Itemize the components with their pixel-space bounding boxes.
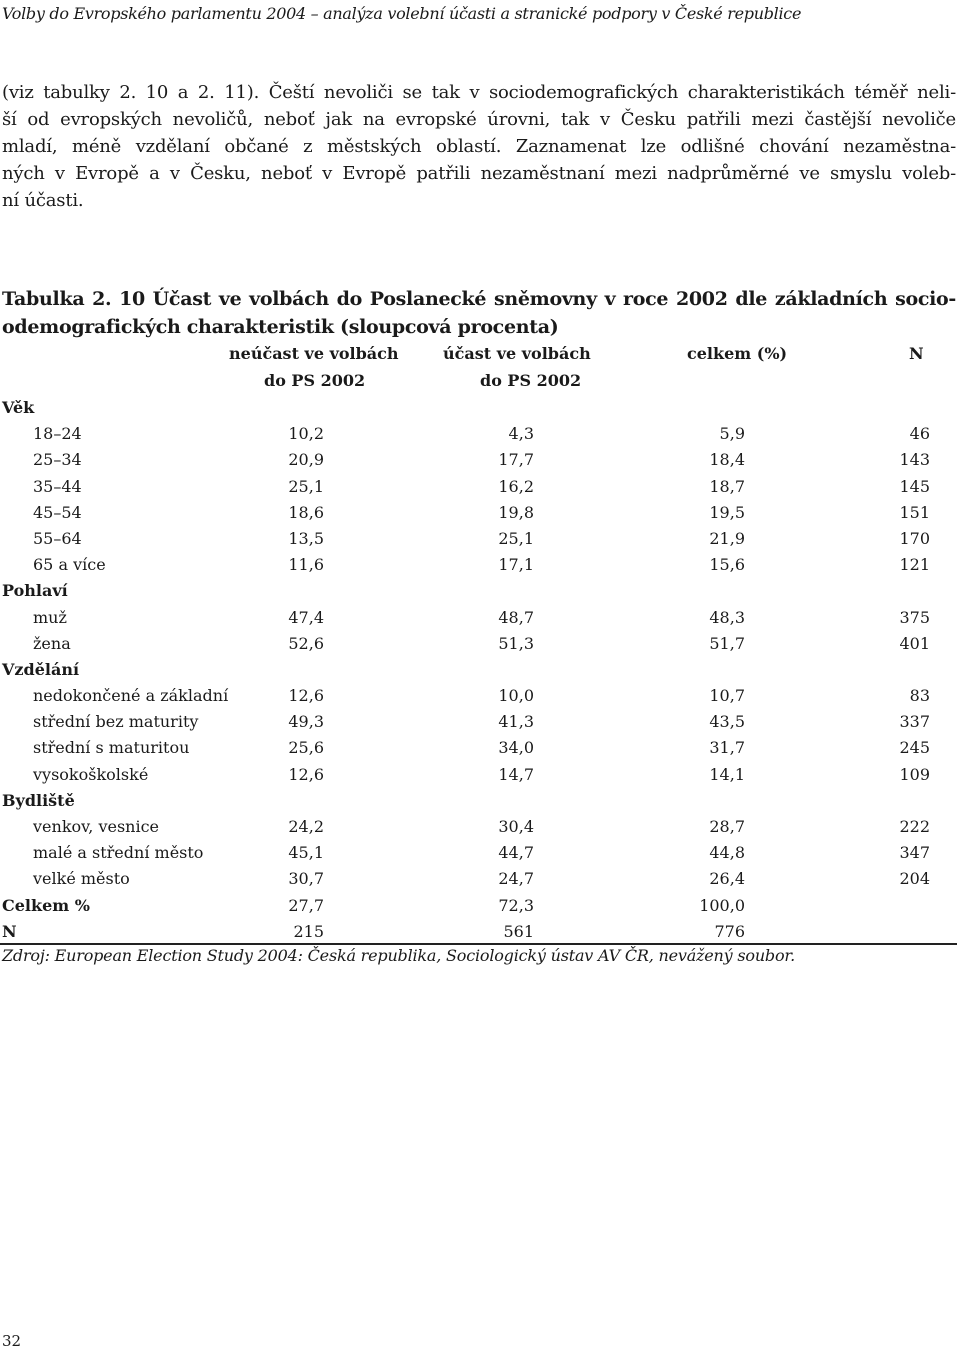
- voting-cell: 14,7: [498, 764, 534, 784]
- row-label: 35–44: [33, 476, 82, 496]
- n-cell: 109: [899, 764, 930, 784]
- nonvoting-cell: 12,6: [288, 764, 324, 784]
- row-label: venkov, vesnice: [33, 817, 160, 836]
- total-cell: 19,5: [709, 502, 745, 522]
- voting-cell: 19,8: [498, 502, 534, 522]
- voting-cell: 24,7: [498, 869, 534, 889]
- group-label: Věk: [2, 398, 35, 417]
- voting-cell: 17,1: [498, 555, 534, 575]
- voting-cell: 17,7: [498, 450, 534, 470]
- voting-cell: 30,4: [498, 817, 534, 836]
- nonvoting-cell: 12,6: [288, 686, 324, 706]
- row-label: Celkem %: [2, 895, 90, 915]
- total-cell: 18,7: [709, 476, 745, 496]
- nonvoting-cell: 10,2: [288, 424, 324, 444]
- row-label: 65 a více: [33, 555, 106, 575]
- row-label: 55–64: [33, 528, 82, 548]
- column-header-total: celkem (%): [687, 344, 788, 363]
- row-label: žena: [33, 633, 71, 653]
- voting-cell: 4,3: [508, 424, 534, 444]
- total-cell: 26,4: [709, 869, 745, 889]
- table-row: [0, 447, 960, 473]
- voting-cell: 72,3: [498, 895, 534, 915]
- table-row: [0, 866, 960, 892]
- row-label: muž: [33, 607, 67, 627]
- n-cell: 347: [899, 843, 930, 863]
- table-source-note: Zdroj: European Election Study 2004: Česká republika, Sociologický ústav AV ČR, nevážený soubor.: [2, 946, 795, 965]
- nonvoting-cell: 49,3: [288, 712, 324, 732]
- paragraph-line: ní účasti.: [2, 190, 84, 211]
- n-cell: 83: [909, 686, 930, 706]
- table-row: [0, 840, 960, 866]
- total-cell: 44,8: [709, 843, 745, 863]
- n-cell: 46: [909, 424, 930, 444]
- row-label: střední bez maturity: [33, 712, 199, 732]
- nonvoting-cell: 215: [293, 921, 324, 941]
- table-row: [0, 500, 960, 526]
- n-cell: 245: [899, 738, 930, 758]
- nonvoting-cell: 24,2: [288, 817, 324, 836]
- nonvoting-cell: 27,7: [288, 895, 324, 915]
- total-cell: 10,7: [709, 686, 745, 706]
- nonvoting-cell: 30,7: [288, 869, 324, 889]
- group-label: Pohlaví: [2, 581, 68, 601]
- total-cell: 43,5: [709, 712, 745, 732]
- running-header: Volby do Evropského parlamentu 2004 – analýza volební účasti a stranické podpory v České republice: [2, 4, 802, 23]
- total-cell: 776: [714, 921, 745, 941]
- table-group-row: [0, 395, 960, 421]
- table-row: [0, 631, 960, 657]
- body-paragraph: [2, 79, 956, 214]
- group-label: Vzdělání: [2, 659, 80, 679]
- nonvoting-cell: 20,9: [288, 450, 324, 470]
- row-label: N: [2, 921, 17, 941]
- nonvoting-cell: 25,6: [288, 738, 324, 758]
- table-header: [0, 344, 960, 398]
- table-row: [0, 552, 960, 578]
- nonvoting-cell: 18,6: [288, 502, 324, 522]
- column-header-voting: účast ve volbách: [443, 344, 591, 363]
- table-row: [0, 605, 960, 631]
- row-label: 45–54: [33, 502, 82, 522]
- row-label: malé a střední město: [33, 843, 204, 863]
- column-header-n: N: [909, 344, 924, 363]
- table-group-row: [0, 788, 960, 814]
- table-row: [0, 762, 960, 788]
- n-cell: 170: [899, 528, 930, 548]
- voting-cell: 41,3: [498, 712, 534, 732]
- paragraph-line: (viz tabulky 2. 10 a 2. 11). Čeští nevoliči se tak v sociodemografických charakteristikách téměř neli-: [2, 82, 956, 103]
- n-cell: 222: [899, 817, 930, 836]
- nonvoting-cell: 11,6: [288, 555, 324, 575]
- total-cell: 51,7: [709, 633, 745, 653]
- column-header-nonvoting-sub: do PS 2002: [264, 371, 366, 390]
- total-cell: 18,4: [709, 450, 745, 470]
- row-label: nedokončené a základní: [33, 686, 229, 706]
- caption-line: Tabulka 2. 10 Účast ve volbách do Poslanecké sněmovny v roce 2002 dle základních socio-: [2, 288, 956, 310]
- nonvoting-cell: 52,6: [288, 633, 324, 653]
- table-group-row: [0, 657, 960, 683]
- voting-cell: 34,0: [498, 738, 534, 758]
- n-cell: 145: [899, 476, 930, 496]
- total-cell: 15,6: [709, 555, 745, 575]
- total-cell: 21,9: [709, 528, 745, 548]
- total-cell: 14,1: [709, 764, 745, 784]
- total-cell: 28,7: [709, 817, 745, 836]
- voting-cell: 48,7: [498, 607, 534, 627]
- voting-cell: 561: [503, 921, 534, 941]
- table-bottom-rule: [0, 943, 957, 945]
- column-header-nonvoting: neúčast ve volbách: [229, 344, 399, 363]
- table-caption: [2, 285, 956, 341]
- voting-cell: 16,2: [498, 476, 534, 496]
- total-cell: 5,9: [719, 424, 745, 444]
- voting-cell: 44,7: [498, 843, 534, 863]
- nonvoting-cell: 25,1: [288, 476, 324, 496]
- row-label: střední s maturitou: [33, 738, 190, 758]
- total-cell: 48,3: [709, 607, 745, 627]
- table-total-row: [0, 919, 960, 945]
- table-body: [0, 395, 960, 945]
- table-row: [0, 474, 960, 500]
- nonvoting-cell: 13,5: [288, 528, 324, 548]
- nonvoting-cell: 45,1: [288, 843, 324, 863]
- nonvoting-cell: 47,4: [288, 607, 324, 627]
- page-number: 32: [2, 1332, 22, 1350]
- table-row: [0, 526, 960, 552]
- table-total-row: [0, 893, 960, 919]
- row-label: 25–34: [33, 450, 82, 470]
- row-label: vysokoškolské: [33, 764, 149, 784]
- paragraph-line: ší od evropských nevoličů, neboť jak na evropské úrovni, tak v Česku patřili mezi častější nevoliče: [2, 109, 956, 130]
- paragraph-line: mladí, méně vzdělaní občané z městských oblastí. Zaznamenat lze odlišné chování nezaměstna-: [2, 136, 956, 157]
- total-cell: 100,0: [699, 895, 745, 915]
- voting-cell: 25,1: [498, 528, 534, 548]
- voting-cell: 51,3: [498, 633, 534, 653]
- n-cell: 401: [899, 633, 930, 653]
- n-cell: 121: [899, 555, 930, 575]
- row-label: 18–24: [33, 424, 82, 444]
- group-label: Bydliště: [2, 790, 75, 810]
- table-row: [0, 735, 960, 761]
- table-row: [0, 683, 960, 709]
- n-cell: 375: [899, 607, 930, 627]
- n-cell: 151: [899, 502, 930, 522]
- n-cell: 337: [899, 712, 930, 732]
- total-cell: 31,7: [709, 738, 745, 758]
- n-cell: 143: [899, 450, 930, 470]
- column-header-voting-sub: do PS 2002: [480, 371, 582, 390]
- table-row: [0, 421, 960, 447]
- voting-cell: 10,0: [498, 686, 534, 706]
- paragraph-line: ných v Evropě a v Česku, neboť v Evropě patřili nezaměstnaní mezi nadprůměrné ve smyslu voleb-: [2, 163, 956, 184]
- n-cell: 204: [899, 869, 930, 889]
- table-row: [0, 814, 960, 840]
- table-row: [0, 709, 960, 735]
- caption-line: odemografických charakteristik (sloupcová procenta): [2, 316, 559, 338]
- row-label: velké město: [33, 869, 130, 889]
- table-group-row: [0, 578, 960, 604]
